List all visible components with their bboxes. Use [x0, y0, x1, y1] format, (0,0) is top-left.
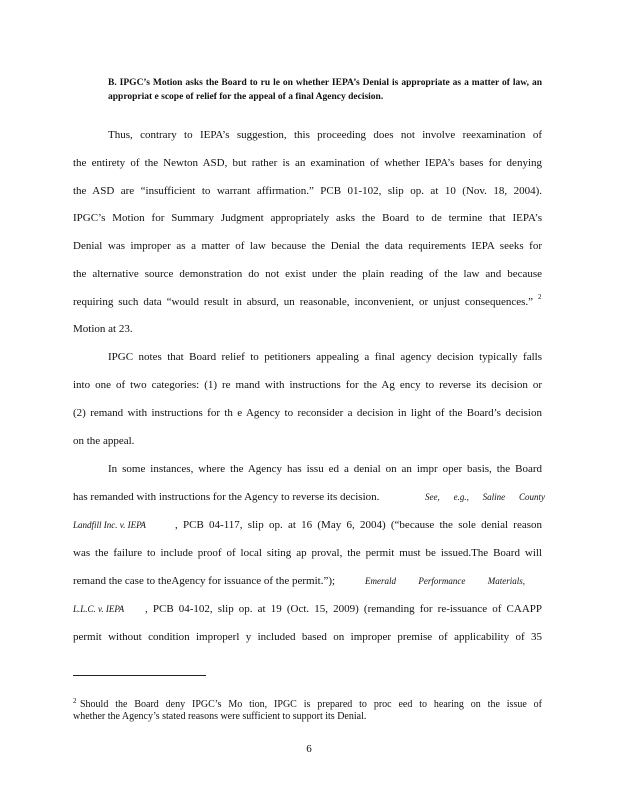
body-line: IPGC notes that Board relief to petitioners appealing a final agency decision typically falls [108, 351, 542, 363]
footnote-reference[interactable]: 2 [538, 293, 542, 301]
citation-italic: Emerald Performance Materials, [365, 576, 525, 586]
footnote-separator [73, 675, 206, 676]
citation-italic: Landfill Inc. v. IEPA [73, 520, 146, 530]
body-line: was the failure to include proof of local siting ap proval, the permit must be issued.The Board will [73, 547, 542, 559]
page-number: 6 [306, 743, 312, 755]
body-line: the ASD are “insufficient to warrant affirmation.” PCB 01-102, slip op. at 10 (Nov. 18, 2004). [73, 185, 542, 197]
body-line: , PCB 04-102, slip op. at 19 (Oct. 15, 2009) (remanding for re-issuance of CAAPP [145, 603, 542, 615]
citation-italic: L.L.C. v. IEPA [73, 604, 125, 614]
body-line: permit without condition improperl y included based on improper premise of applicability of 35 [73, 631, 542, 643]
body-line: Motion at 23. [73, 323, 133, 335]
body-line: Thus, contrary to IEPA’s suggestion, this proceeding does not involve reexamination of [108, 129, 542, 141]
body-line-with-footnote [73, 296, 533, 309]
body-line: on the appeal. [73, 435, 135, 447]
citation-italic: See, e.g., Saline County [425, 492, 545, 502]
body-line: has remanded with instructions for the Agency to reverse its decision. [73, 491, 380, 503]
body-line-text: requiring such data “would result in absurd, un reasonable, inconvenient, or unjust consequences.” [73, 296, 533, 308]
body-line: In some instances, where the Agency has issu ed a denial on an impr oper basis, the Board [108, 463, 542, 475]
body-line: the entirety of the Newton ASD, but rather is an examination of whether IEPA’s bases for denying [73, 157, 542, 169]
body-line: into one of two categories: (1) re mand with instructions for the Ag ency to reverse its decision or [73, 379, 542, 391]
body-line: the alternative source demonstration do not exist under the plain reading of the law and because [73, 268, 542, 280]
footnote-text: Should the Board deny IPGC’s Mo tion, IPGC is prepared to proc eed to hearing on the issue of [80, 699, 542, 710]
footnote-marker: 2 [73, 697, 77, 705]
section-heading: B. IPGC’s Motion asks the Board to ru le on whether IEPA’s Denial is appropriate as a matter of law, an appropriat e scope of relief for the appeal of a final Agency decision. [108, 78, 542, 102]
body-line: Denial was improper as a matter of law because the Denial the data requirements IEPA seeks for [73, 240, 542, 252]
body-line: (2) remand with instructions for th e Agency to reconsider a decision in light of the Board’s decision [73, 407, 542, 419]
body-line: IPGC’s Motion for Summary Judgment appropriately asks the Board to de termine that IEPA’s [73, 212, 542, 224]
body-line: , PCB 04-117, slip op. at 16 (May 6, 2004) (“because the sole denial reason [175, 519, 542, 531]
footnote-text: whether the Agency’s stated reasons were sufficient to support its Denial. [73, 711, 367, 722]
body-line: remand the case to theAgency for issuance of the permit.”); [73, 575, 336, 587]
